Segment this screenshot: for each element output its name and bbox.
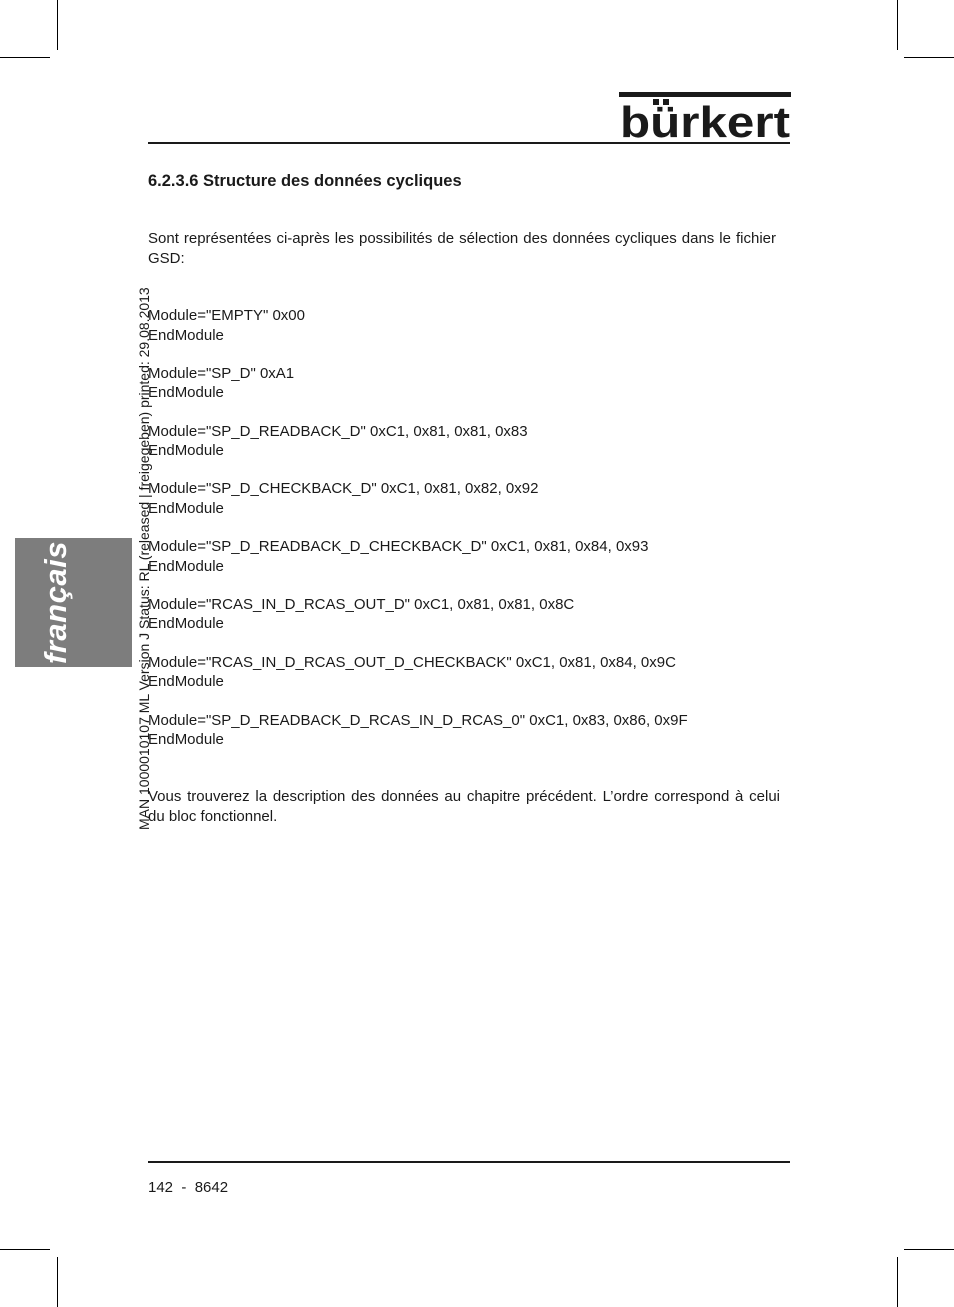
section-title: 6.2.3.6 Structure des données cycliques	[148, 172, 462, 190]
module-line: Module="EMPTY" 0x00	[148, 307, 305, 324]
footer-rule	[148, 1161, 790, 1163]
module-list	[148, 306, 788, 768]
intro-paragraph: Sont représentées ci-après les possibilités de sélection des données cycliques dans le fichier GSD:	[148, 230, 776, 267]
module-end: EndModule	[148, 615, 224, 633]
module-block	[148, 537, 788, 595]
language-tab-text: français	[37, 541, 73, 664]
header-rule	[148, 142, 790, 144]
burkert-logo	[619, 92, 791, 140]
module-end: EndModule	[148, 442, 224, 460]
module-block	[148, 422, 788, 480]
crop-mark	[57, 1257, 58, 1307]
module-line: Module="SP_D" 0xA1	[148, 364, 295, 382]
crop-mark	[904, 1249, 954, 1250]
module-end: EndModule	[148, 499, 224, 517]
module-line: Module="SP_D_READBACK_D_CHECKBACK_D" 0xC1, 0x81, 0x84, 0x93	[148, 538, 649, 556]
module-line: Module="SP_D_CHECKBACK_D" 0xC1, 0x81, 0x82, 0x92	[148, 480, 539, 498]
module-block	[148, 306, 788, 364]
document-stamp: MAN 1000010107 ML Version J Status: RL (released | freigegeben) printed: 29.08.2013	[136, 287, 152, 830]
module-line: Module="RCAS_IN_D_RCAS_OUT_D" 0xC1, 0x81, 0x81, 0x8C	[148, 595, 575, 613]
module-block	[148, 479, 788, 537]
crop-mark	[897, 1257, 898, 1307]
module-block	[148, 653, 788, 711]
module-block	[148, 595, 788, 653]
language-tab-label	[15, 538, 132, 667]
language-tab	[15, 538, 132, 667]
crop-mark	[904, 57, 954, 58]
crop-mark	[897, 0, 898, 50]
module-end: EndModule	[148, 731, 224, 749]
module-block	[148, 364, 788, 422]
outro-paragraph: Vous trouverez la description des données au chapitre précédent. L’ordre correspond à celui du bloc fonctionnel.	[148, 788, 780, 825]
module-end: EndModule	[148, 557, 224, 575]
module-end: EndModule	[148, 384, 224, 402]
crop-mark	[57, 0, 58, 50]
module-end: EndModule	[148, 673, 224, 691]
module-end: EndModule	[148, 326, 224, 344]
crop-mark	[0, 57, 50, 58]
page-number: 142 - 8642	[148, 1179, 229, 1196]
module-block	[148, 711, 788, 769]
module-line: Module="RCAS_IN_D_RCAS_OUT_D_CHECKBACK" 0xC1, 0x81, 0x84, 0x9C	[148, 653, 676, 671]
crop-mark	[0, 1249, 50, 1250]
svg-text:bürkert: bürkert	[620, 98, 791, 140]
module-line: Module="SP_D_READBACK_D_RCAS_IN_D_RCAS_0" 0xC1, 0x83, 0x86, 0x9F	[148, 711, 688, 729]
module-line: Module="SP_D_READBACK_D" 0xC1, 0x81, 0x81, 0x83	[148, 422, 528, 440]
